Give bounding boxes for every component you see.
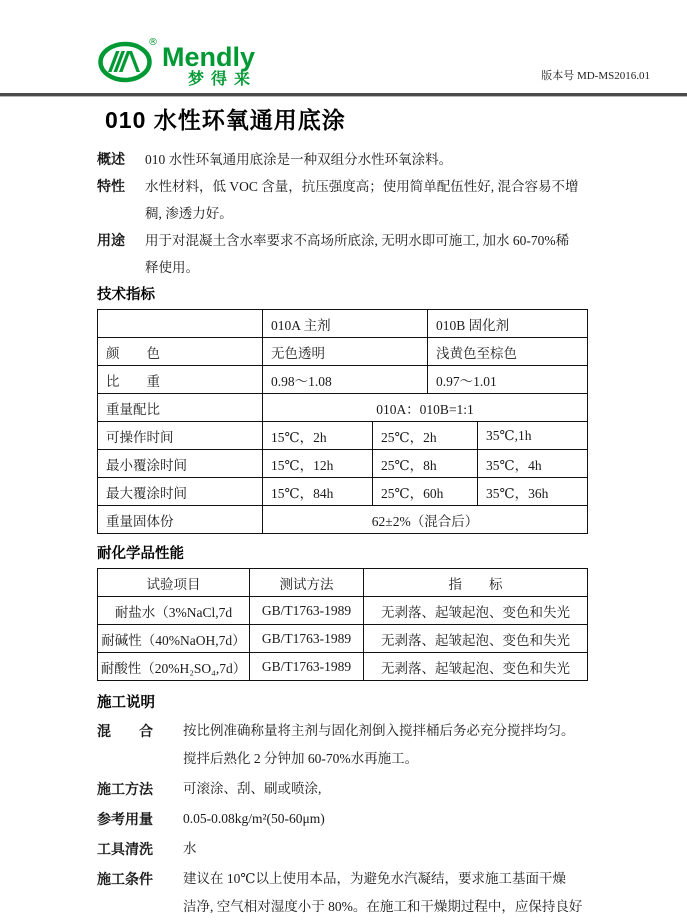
table-cell: 可操作时间 (98, 422, 263, 449)
coverage-label: 参考用量 (97, 811, 153, 827)
header-divider (0, 93, 687, 97)
usage-line: 释使用。 (145, 260, 199, 275)
coverage-row (97, 805, 589, 833)
conditions-label: 施工条件 (97, 871, 153, 887)
table-cell: 耐酸性（20%H₂SO₄,7d） (98, 653, 250, 680)
table-cell: GB/T1763-1989 (250, 653, 364, 680)
method-text: 可滚涂、刮、刷或喷涂, (183, 781, 322, 796)
features-line: 稠, 渗透力好。 (145, 206, 233, 221)
table-cell: 浅黄色至棕色 (436, 345, 517, 361)
table-cell: 35℃，36h (486, 485, 549, 501)
features-line: 水性材料，低 VOC 含量，抗压强度高；使用简单配伍性好, 混合容易不增 (145, 179, 579, 194)
document-body (97, 102, 589, 921)
column-header: 指 标 (448, 576, 503, 592)
table-cell: 010A 主剂 (263, 310, 428, 337)
table-cell: 重量固体份 (98, 506, 263, 533)
conditions-text (183, 865, 589, 921)
usage-line: 用于对混凝土含水率要求不高场所底涂, 无明水即可施工, 加水 60-70%稀 (145, 233, 570, 248)
method-row (97, 775, 589, 803)
features-label: 特性 (97, 178, 125, 194)
table-cell: 最大覆涂时间 (98, 478, 263, 505)
table-header-row (98, 569, 587, 597)
usage-label: 用途 (97, 232, 125, 248)
features-row (97, 173, 589, 227)
table-row (98, 450, 587, 478)
table-cell: 耐碱性（40%NaOH,7d） (98, 625, 250, 652)
overview-row (97, 146, 589, 173)
svg-text:®: ® (148, 37, 158, 48)
table-cell: 0.98～1.08 (263, 366, 428, 393)
chem-resistance-heading: 耐化学品性能 (97, 546, 184, 562)
table-cell: 颜 色 (98, 338, 263, 365)
table-cell: 无剥落、起皱起泡、变色和失光 (381, 632, 570, 648)
table-cell: 62±2%（混合后） (371, 513, 479, 529)
mixing-row (97, 717, 589, 773)
conditions-line: 洁净, 空气相对湿度小于 80%。在施工和干燥期过程中，应保持良好 (183, 899, 583, 914)
table-cell: 010A：010B=1:1 (376, 401, 474, 417)
table-cell: GB/T1763-1989 (250, 625, 364, 652)
mixing-line: 按比例准确称量将主剂与固化剂倒入搅拌桶后务必充分搅拌均匀。 (183, 723, 575, 738)
table-cell: 15℃，2h (263, 422, 373, 449)
table-cell: 35℃，4h (486, 457, 542, 473)
usage-text (145, 227, 589, 281)
table-row (98, 394, 587, 422)
table-cell: 比 重 (98, 366, 263, 393)
table-row (98, 506, 587, 533)
table-row (98, 422, 587, 450)
tool-cleaning-text: 水 (183, 841, 197, 856)
table-cell: 无剥落、起皱起泡、变色和失光 (381, 604, 570, 620)
table-row (98, 653, 587, 680)
tech-specs-table (97, 309, 588, 534)
chem-resistance-table (97, 568, 588, 681)
table-row (98, 338, 587, 366)
features-text (145, 173, 589, 227)
table-cell: 25℃，60h (373, 478, 478, 505)
table-cell: 无剥落、起皱起泡、变色和失光 (381, 660, 570, 676)
table-row (98, 478, 587, 506)
method-label: 施工方法 (97, 781, 153, 797)
table-cell: 25℃，8h (373, 450, 478, 477)
table-cell (98, 310, 263, 337)
table-cell: 15℃，12h (263, 450, 373, 477)
coverage-text: 0.05-0.08kg/m²(50-60μm) (183, 811, 325, 826)
table-row (98, 310, 587, 338)
brand-name-en: Mendly (162, 42, 256, 72)
table-cell: 重量配比 (98, 394, 263, 421)
brand-name-cn: 梦得来 (188, 71, 258, 88)
usage-row (97, 227, 589, 281)
table-cell: 耐盐水（3%NaCl,7d (98, 597, 250, 624)
table-row (98, 597, 587, 625)
table-cell: 15℃，84h (263, 478, 373, 505)
table-cell: 无色透明 (263, 338, 428, 365)
table-cell: 0.97～1.01 (436, 373, 497, 389)
mixing-label: 混 合 (97, 723, 153, 739)
brand-wordmark (162, 44, 257, 88)
brand-logo (98, 36, 257, 88)
conditions-row (97, 865, 589, 921)
table-cell: GB/T1763-1989 (250, 597, 364, 624)
overview-label: 概述 (97, 151, 125, 167)
table-cell: 010B 固化剂 (436, 317, 510, 333)
tool-cleaning-label: 工具清洗 (97, 841, 153, 857)
page-title: 010 水性环氧通用底涂 (105, 107, 346, 133)
tool-cleaning-row (97, 835, 589, 863)
table-row (98, 366, 587, 394)
column-header: 测试方法 (250, 569, 364, 596)
column-header: 试验项目 (98, 569, 250, 596)
mixing-line: 搅拌后熟化 2 分钟加 60-70%水再施工。 (183, 751, 419, 766)
table-cell: 最小覆涂时间 (98, 450, 263, 477)
version-number: 版本号 MD-MS2016.01 (541, 70, 650, 82)
overview-text: 010 水性环氧通用底涂是一种双组分水性环氧涂料。 (145, 152, 453, 167)
conditions-line: 建议在 10℃以上使用本品，为避免水汽凝结，要求施工基面干燥 (183, 871, 566, 886)
mendly-ellipse-m-icon (98, 36, 160, 86)
mixing-text (183, 717, 589, 773)
table-cell: 35℃,1h (486, 427, 532, 443)
table-row (98, 625, 587, 653)
table-cell: 25℃，2h (373, 422, 478, 449)
application-heading: 施工说明 (97, 695, 155, 711)
tech-specs-heading: 技术指标 (97, 287, 155, 303)
